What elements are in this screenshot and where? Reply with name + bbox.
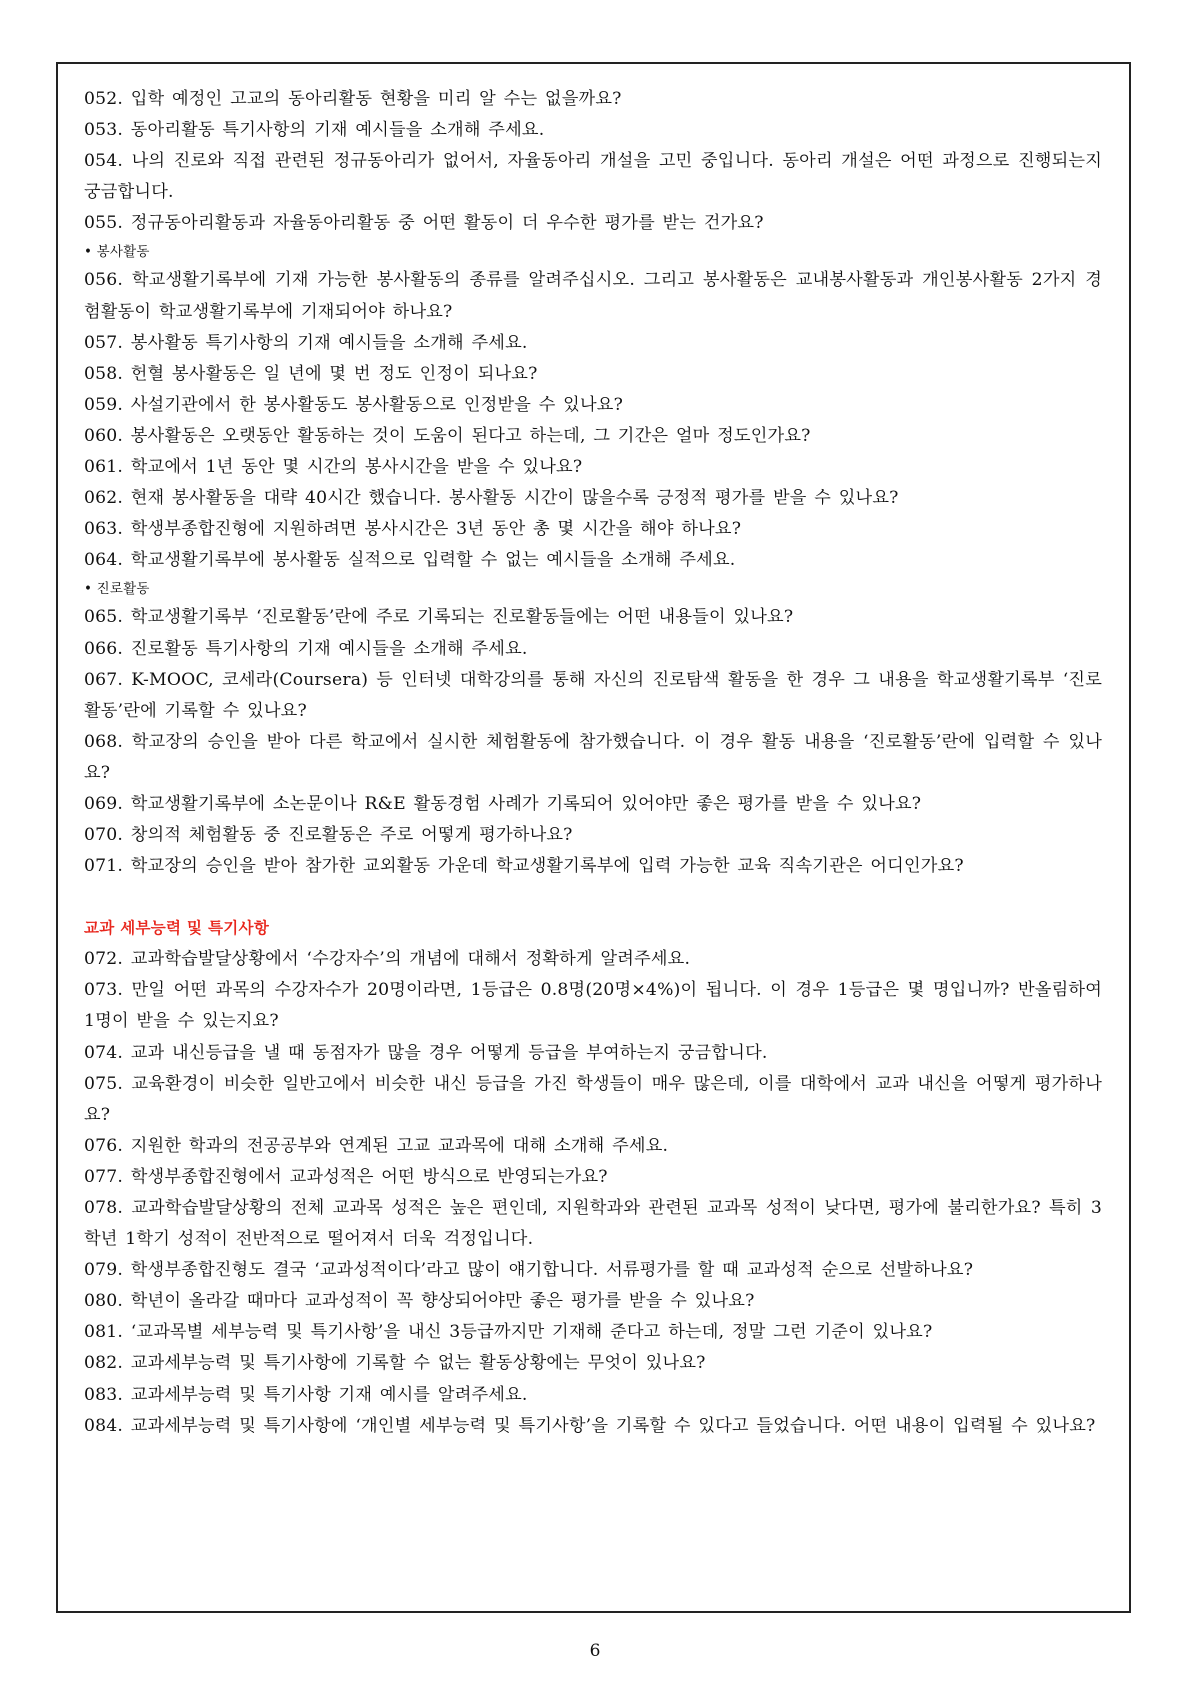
question-075: 075. 교육환경이 비슷한 일반고에서 비슷한 내신 등급을 가진 학생들이 매우 많은데, 이를 대학에서 교과 내신을 어떻게 평가하나요? (84, 1073, 1102, 1125)
page-number: 6 (589, 1641, 601, 1661)
question-082: 082. 교과세부능력 및 특기사항에 기록할 수 없는 활동상황에는 무엇이 있나요? (84, 1353, 706, 1374)
question-074: 074. 교과 내신등급을 낼 때 동점자가 많을 경우 어떻게 등급을 부여하는지 궁금합니다. (84, 1042, 768, 1063)
section-spacer (84, 882, 1102, 913)
question-059: 059. 사설기관에서 한 봉사활동도 봉사활동으로 인정받을 수 있나요? (84, 394, 624, 415)
subject-details-questions (84, 944, 1102, 1442)
question-070: 070. 창의적 체험활동 중 진로활동은 주로 어떻게 평가하나요? (84, 825, 573, 846)
question-071: 071. 학교장의 승인을 받아 참가한 교외활동 가운데 학교생활기록부에 입력 가능한 교육 직속기관은 어디인가요? (84, 856, 964, 877)
question-084: 084. 교과세부능력 및 특기사항에 ‘개인별 세부능력 및 특기사항’을 기록할 수 있다고 들었습니다. 어떤 내용이 입력될 수 있나요? (84, 1415, 1096, 1436)
question-076: 076. 지원한 학과의 전공공부와 연계된 고교 교과목에 대해 소개해 주세요. (84, 1135, 669, 1156)
question-078: 078. 교과학습발달상황의 전체 교과목 성적은 높은 편인데, 지원학과와 관련된 교과목 성적이 낮다면, 평가에 불리한가요? 특히 3학년 1학기 성적이 전반적으로 떨어져서 더욱 걱정입니다. (84, 1198, 1102, 1250)
question-065: 065. 학교생활기록부 ‘진로활동’란에 주로 기록되는 진로활동들에는 어떤 내용들이 있나요? (84, 607, 794, 628)
question-056: 056. 학교생활기록부에 기재 가능한 봉사활동의 종류를 알려주십시오. 그리고 봉사활동은 교내봉사활동과 개인봉사활동 2가지 경험활동이 학교생활기록부에 기재되어야 하나요? (84, 270, 1102, 322)
career-activity-questions (84, 602, 1102, 882)
question-068: 068. 학교장의 승인을 받아 다른 학교에서 실시한 체험활동에 참가했습니다. 이 경우 활동 내용을 ‘진로활동’란에 입력할 수 있나요? (84, 731, 1102, 783)
question-077: 077. 학생부종합진형에서 교과성적은 어떤 방식으로 반영되는가요? (84, 1166, 608, 1187)
question-062: 062. 현재 봉사활동을 대략 40시간 했습니다. 봉사활동 시간이 많을수록 긍정적 평가를 받을 수 있나요? (84, 488, 899, 509)
question-052: 052. 입학 예정인 고교의 동아리활동 현황을 미리 알 수는 없을까요? (84, 89, 622, 109)
question-066: 066. 진로활동 특기사항의 기재 예시들을 소개해 주세요. (84, 638, 528, 659)
document-body (84, 84, 1102, 1442)
subheading-volunteer-activity: • 봉사활동 (84, 244, 150, 261)
question-061: 061. 학교에서 1년 동안 몇 시간의 봉사시간을 받을 수 있나요? (84, 457, 583, 478)
question-057: 057. 봉사활동 특기사항의 기재 예시들을 소개해 주세요. (84, 332, 528, 353)
question-058: 058. 헌혈 봉사활동은 일 년에 몇 번 정도 인정이 되나요? (84, 363, 538, 384)
question-054: 054. 나의 진로와 직접 관련된 정규동아리가 없어서, 자율동아리 개설을 고민 중입니다. 동아리 개설은 어떤 과정으로 진행되는지 궁금합니다. (84, 151, 1102, 203)
question-073: 073. 만일 어떤 과목의 수강자수가 20명이라면, 1등급은 0.8명(20명×4%)이 됩니다. 이 경우 1등급은 몇 명입니까? 반올림하여 1명이 받을 수 있는지요? (84, 980, 1102, 1032)
question-080: 080. 학년이 올라갈 때마다 교과성적이 꼭 향상되어야만 좋은 평가를 받을 수 있나요? (84, 1291, 755, 1312)
question-079: 079. 학생부종합진형도 결국 ‘교과성적이다’라고 많이 얘기합니다. 서류평가를 할 때 교과성적 순으로 선발하나요? (84, 1260, 974, 1281)
question-060: 060. 봉사활동은 오랫동안 활동하는 것이 도움이 된다고 하는데, 그 기간은 얼마 정도인가요? (84, 425, 811, 446)
volunteer-activity-questions (84, 265, 1102, 576)
subheading-career-activity: • 진로활동 (84, 581, 150, 598)
club-activity-questions (84, 84, 1102, 239)
question-064: 064. 학교생활기록부에 봉사활동 실적으로 입력할 수 없는 예시들을 소개해 주세요. (84, 550, 736, 571)
question-053: 053. 동아리활동 특기사항의 기재 예시들을 소개해 주세요. (84, 120, 545, 141)
section-title-subject-details: 교과 세부능력 및 특기사항 (84, 919, 270, 938)
question-083: 083. 교과세부능력 및 특기사항 기재 예시를 알려주세요. (84, 1384, 528, 1405)
question-055: 055. 정규동아리활동과 자율동아리활동 중 어떤 활동이 더 우수한 평가를 받는 건가요? (84, 213, 764, 234)
question-069: 069. 학교생활기록부에 소논문이나 R&E 활동경험 사례가 기록되어 있어야만 좋은 평가를 받을 수 있나요? (84, 793, 922, 814)
question-081: 081. ‘교과목별 세부능력 및 특기사항’을 내신 3등급까지만 기재해 준다고 하는데, 정말 그런 기준이 있나요? (84, 1322, 933, 1343)
question-063: 063. 학생부종합진형에 지원하려면 봉사시간은 3년 동안 총 몇 시간을 해야 하나요? (84, 519, 742, 540)
question-067: 067. K-MOOC, 코세라(Coursera) 등 인터넷 대학강의를 통해 자신의 진로탐색 활동을 한 경우 그 내용을 학교생활기록부 ‘진로활동’란에 기록할 수 있나요? (84, 669, 1102, 721)
question-072: 072. 교과학습발달상황에서 ‘수강자수’의 개념에 대해서 정확하게 알려주세요. (84, 949, 691, 970)
